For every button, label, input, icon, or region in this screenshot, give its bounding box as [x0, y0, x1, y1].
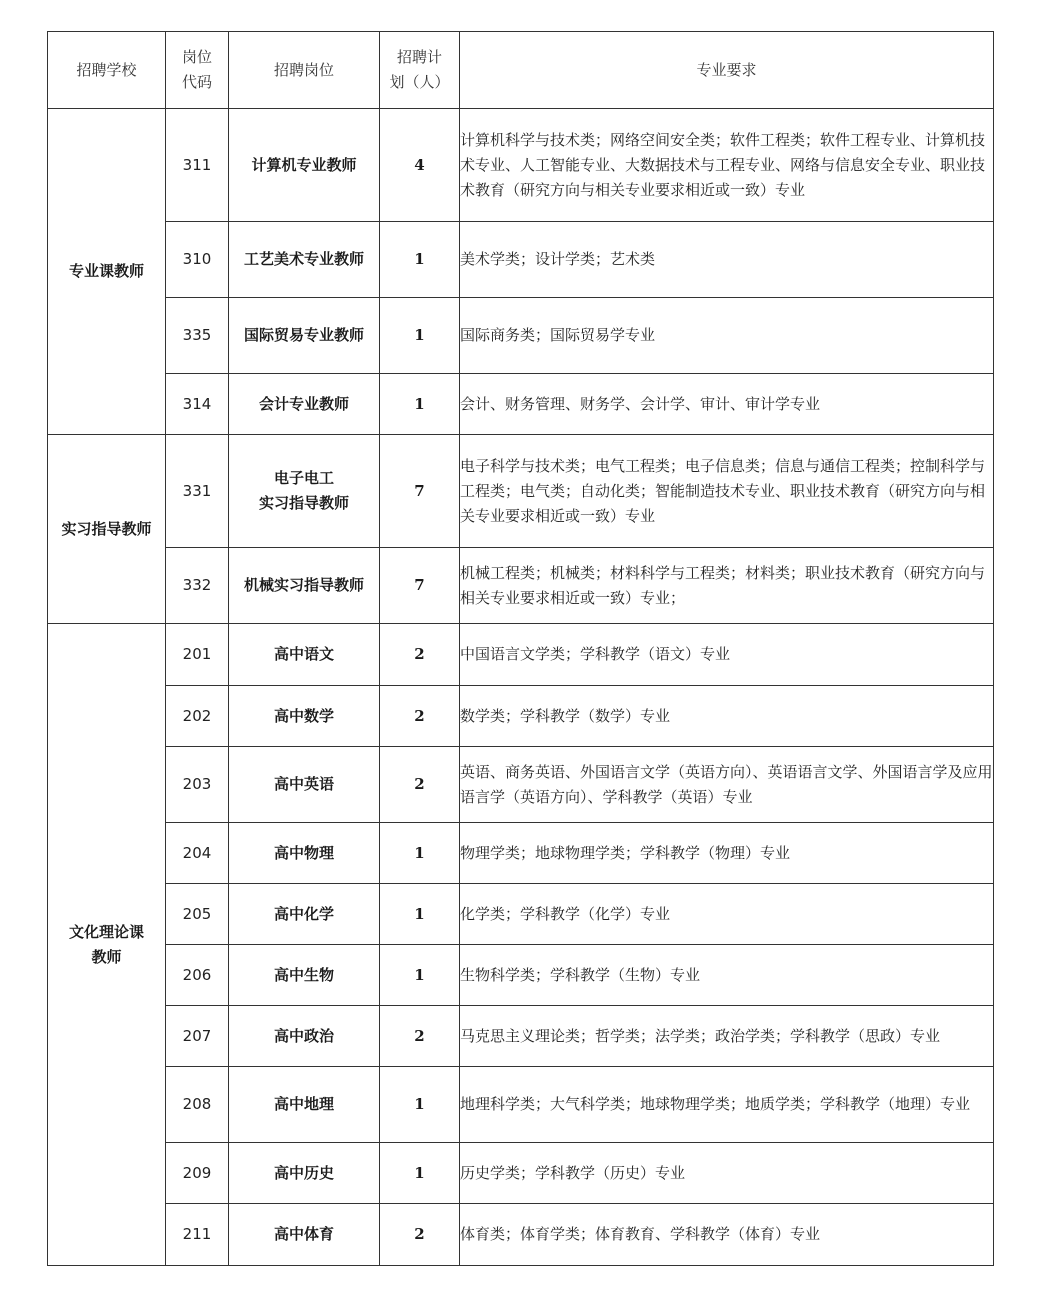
- plan-cell: 2: [380, 747, 460, 823]
- post-cell: 高中语文: [229, 624, 380, 686]
- table-row: [48, 686, 994, 747]
- plan-cell: 2: [380, 1006, 460, 1067]
- requirement-cell: 物理学类；地球物理学类；学科教学（物理）专业: [460, 823, 994, 884]
- header-school: 招聘学校: [48, 32, 166, 109]
- table-row: [48, 1067, 994, 1143]
- school-cell: 文化理论课 教师: [48, 624, 166, 1266]
- code-cell: 201: [166, 624, 229, 686]
- post-cell: 高中历史: [229, 1143, 380, 1204]
- requirement-cell: 马克思主义理论类；哲学类；法学类；政治学类；学科教学（思政）专业: [460, 1006, 994, 1067]
- requirement-cell: 计算机科学与技术类；网络空间安全类；软件工程类；软件工程专业、计算机技术专业、人工智能专业、大数据技术与工程专业、网络与信息安全专业、职业技术教育（研究方向与相关专业要求相近或一致）专业: [460, 109, 994, 222]
- table-row: [48, 298, 994, 374]
- plan-cell: 4: [380, 109, 460, 222]
- plan-cell: 1: [380, 374, 460, 435]
- header-post: 招聘岗位: [229, 32, 380, 109]
- school-cell: 专业课教师: [48, 109, 166, 435]
- post-cell: 工艺美术专业教师: [229, 222, 380, 298]
- table-row: [48, 945, 994, 1006]
- plan-cell: 7: [380, 435, 460, 548]
- requirement-cell: 会计、财务管理、财务学、会计学、审计、审计学专业: [460, 374, 994, 435]
- plan-cell: 1: [380, 1067, 460, 1143]
- code-cell: 332: [166, 548, 229, 624]
- plan-cell: 1: [380, 945, 460, 1006]
- header-code: 岗位 代码: [166, 32, 229, 109]
- table-row: [48, 747, 994, 823]
- post-cell: 国际贸易专业教师: [229, 298, 380, 374]
- requirement-cell: 国际商务类；国际贸易学专业: [460, 298, 994, 374]
- post-cell: 高中物理: [229, 823, 380, 884]
- code-cell: 204: [166, 823, 229, 884]
- plan-cell: 2: [380, 1204, 460, 1266]
- table-row: [48, 548, 994, 624]
- code-cell: 209: [166, 1143, 229, 1204]
- requirement-cell: 地理科学类；大气科学类；地球物理学类；地质学类；学科教学（地理）专业: [460, 1067, 994, 1143]
- code-cell: 335: [166, 298, 229, 374]
- code-cell: 310: [166, 222, 229, 298]
- plan-cell: 1: [380, 884, 460, 945]
- table-row: [48, 374, 994, 435]
- plan-cell: 1: [380, 298, 460, 374]
- table-row: [48, 435, 994, 548]
- requirement-cell: 美术学类；设计学类；艺术类: [460, 222, 994, 298]
- table-row: [48, 222, 994, 298]
- requirement-cell: 体育类；体育学类；体育教育、学科教学（体育）专业: [460, 1204, 994, 1266]
- requirement-cell: 英语、商务英语、外国语言文学（英语方向）、英语语言文学、外国语言学及应用语言学（英语方向）、学科教学（英语）专业: [460, 747, 994, 823]
- code-cell: 203: [166, 747, 229, 823]
- plan-cell: 1: [380, 222, 460, 298]
- code-cell: 202: [166, 686, 229, 747]
- requirement-cell: 数学类；学科教学（数学）专业: [460, 686, 994, 747]
- plan-cell: 2: [380, 624, 460, 686]
- table-row: [48, 624, 994, 686]
- requirement-cell: 化学类；学科教学（化学）专业: [460, 884, 994, 945]
- table-row: [48, 1006, 994, 1067]
- code-cell: 206: [166, 945, 229, 1006]
- post-cell: 机械实习指导教师: [229, 548, 380, 624]
- plan-cell: 2: [380, 686, 460, 747]
- requirement-cell: 生物科学类；学科教学（生物）专业: [460, 945, 994, 1006]
- plan-cell: 1: [380, 823, 460, 884]
- post-cell: 计算机专业教师: [229, 109, 380, 222]
- post-cell: 高中地理: [229, 1067, 380, 1143]
- header-plan: 招聘计 划（人）: [380, 32, 460, 109]
- header-row: [48, 32, 994, 109]
- recruitment-table: [47, 31, 994, 1266]
- post-cell: 高中政治: [229, 1006, 380, 1067]
- code-cell: 311: [166, 109, 229, 222]
- school-cell: 实习指导教师: [48, 435, 166, 624]
- code-cell: 208: [166, 1067, 229, 1143]
- requirement-cell: 机械工程类；机械类；材料科学与工程类；材料类；职业技术教育（研究方向与相关专业要求相近或一致）专业；: [460, 548, 994, 624]
- code-cell: 205: [166, 884, 229, 945]
- post-cell: 高中生物: [229, 945, 380, 1006]
- code-cell: 331: [166, 435, 229, 548]
- code-cell: 207: [166, 1006, 229, 1067]
- table-row: [48, 823, 994, 884]
- requirement-cell: 电子科学与技术类；电气工程类；电子信息类；信息与通信工程类；控制科学与工程类；电气类；自动化类；智能制造技术专业、职业技术教育（研究方向与相关专业要求相近或一致）专业: [460, 435, 994, 548]
- post-cell: 高中化学: [229, 884, 380, 945]
- post-cell: 电子电工 实习指导教师: [229, 435, 380, 548]
- requirement-cell: 历史学类；学科教学（历史）专业: [460, 1143, 994, 1204]
- post-cell: 高中数学: [229, 686, 380, 747]
- post-cell: 高中英语: [229, 747, 380, 823]
- plan-cell: 7: [380, 548, 460, 624]
- header-requirement: 专业要求: [460, 32, 994, 109]
- code-cell: 211: [166, 1204, 229, 1266]
- table-row: [48, 109, 994, 222]
- plan-cell: 1: [380, 1143, 460, 1204]
- post-cell: 会计专业教师: [229, 374, 380, 435]
- post-cell: 高中体育: [229, 1204, 380, 1266]
- table-row: [48, 884, 994, 945]
- table-row: [48, 1143, 994, 1204]
- requirement-cell: 中国语言文学类；学科教学（语文）专业: [460, 624, 994, 686]
- table-row: [48, 1204, 994, 1266]
- code-cell: 314: [166, 374, 229, 435]
